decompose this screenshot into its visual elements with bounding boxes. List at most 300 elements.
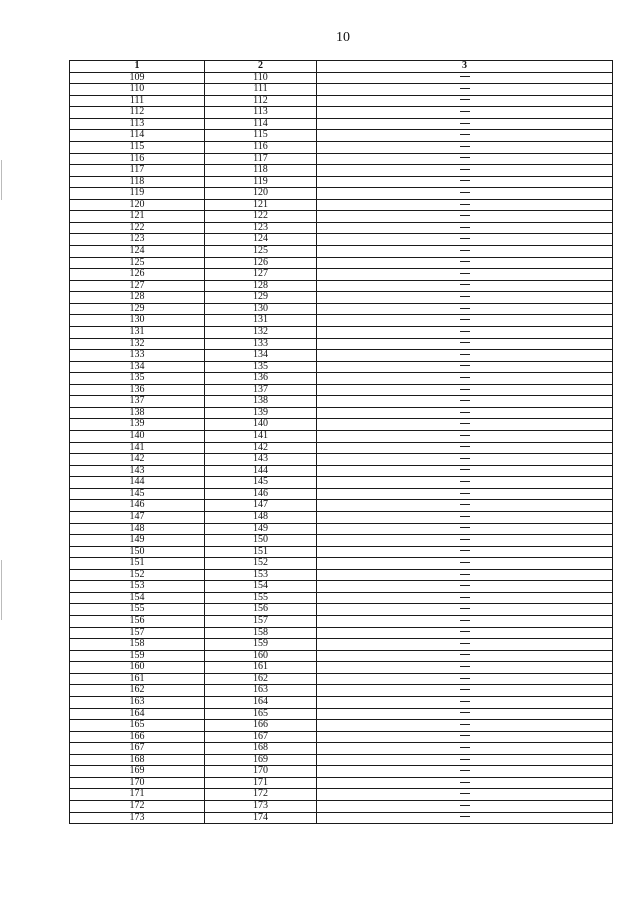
table-cell-col-2: 148 (205, 511, 317, 523)
table-row (70, 338, 613, 350)
dash-mark (460, 227, 470, 228)
table-cell-col-2: 149 (205, 523, 317, 535)
table-cell-col-1: 171 (70, 789, 205, 801)
table-cell-col-2: 146 (205, 488, 317, 500)
table-cell-col-3 (317, 592, 613, 604)
table-cell-col-1: 157 (70, 627, 205, 639)
dash-mark (460, 446, 470, 447)
table-cell-col-2: 125 (205, 246, 317, 258)
table-cell-col-1: 137 (70, 396, 205, 408)
table-cell-col-3 (317, 431, 613, 443)
dash-mark (460, 574, 470, 575)
table-cell-col-2: 122 (205, 211, 317, 223)
table-row (70, 696, 613, 708)
table-cell-col-3 (317, 465, 613, 477)
table-cell-col-3 (317, 107, 613, 119)
table-cell-col-2: 145 (205, 477, 317, 489)
dash-mark (460, 88, 470, 89)
table-row (70, 141, 613, 153)
dash-mark (460, 597, 470, 598)
table-row (70, 511, 613, 523)
table-row (70, 72, 613, 84)
table-cell-col-3 (317, 211, 613, 223)
table-row (70, 708, 613, 720)
dash-mark (460, 585, 470, 586)
dash-mark (460, 735, 470, 736)
table-cell-col-3 (317, 257, 613, 269)
table-row (70, 118, 613, 130)
table-row (70, 650, 613, 662)
table-cell-col-3 (317, 627, 613, 639)
table-row (70, 465, 613, 477)
dash-mark (460, 400, 470, 401)
dash-mark (460, 620, 470, 621)
dash-mark (460, 261, 470, 262)
table-cell-col-3 (317, 488, 613, 500)
table-row (70, 627, 613, 639)
table-cell-col-1: 127 (70, 280, 205, 292)
table-cell-col-3 (317, 766, 613, 778)
dash-mark (460, 643, 470, 644)
table-cell-col-2: 158 (205, 627, 317, 639)
dash-mark (460, 331, 470, 332)
table-cell-col-2: 150 (205, 535, 317, 547)
table-cell-col-2: 123 (205, 222, 317, 234)
table-row (70, 766, 613, 778)
dash-mark (460, 666, 470, 667)
table-cell-col-2: 162 (205, 673, 317, 685)
table-cell-col-1: 115 (70, 141, 205, 153)
table-cell-col-3 (317, 546, 613, 558)
table-cell-col-1: 152 (70, 569, 205, 581)
document-table-container (69, 60, 613, 824)
table-row (70, 616, 613, 628)
table-cell-col-1: 168 (70, 754, 205, 766)
table-cell-col-1: 166 (70, 731, 205, 743)
table-cell-col-1: 113 (70, 118, 205, 130)
table-cell-col-3 (317, 315, 613, 327)
dash-mark (460, 123, 470, 124)
column-header-1: 1 (70, 61, 205, 73)
table-body (70, 72, 613, 824)
table-cell-col-3 (317, 84, 613, 96)
dash-mark (460, 527, 470, 528)
table-row (70, 292, 613, 304)
dash-mark (460, 550, 470, 551)
table-cell-col-1: 135 (70, 373, 205, 385)
table-cell-col-1: 114 (70, 130, 205, 142)
table-cell-col-3 (317, 812, 613, 824)
table-cell-col-3 (317, 141, 613, 153)
table-cell-col-1: 159 (70, 650, 205, 662)
dash-mark (460, 747, 470, 748)
dash-mark (460, 805, 470, 806)
table-cell-col-3 (317, 500, 613, 512)
table-cell-col-3 (317, 777, 613, 789)
table-cell-col-1: 162 (70, 685, 205, 697)
table-cell-col-2: 136 (205, 373, 317, 385)
dash-mark (460, 423, 470, 424)
table-cell-col-2: 137 (205, 384, 317, 396)
table-cell-col-3 (317, 384, 613, 396)
table-cell-col-2: 166 (205, 720, 317, 732)
table-cell-col-3 (317, 326, 613, 338)
table-cell-col-2: 157 (205, 616, 317, 628)
table-cell-col-3 (317, 222, 613, 234)
table-cell-col-3 (317, 442, 613, 454)
table-row (70, 592, 613, 604)
table-cell-col-3 (317, 801, 613, 813)
table-cell-col-1: 167 (70, 743, 205, 755)
table-cell-col-2: 161 (205, 662, 317, 674)
table-cell-col-2: 113 (205, 107, 317, 119)
table-cell-col-1: 119 (70, 188, 205, 200)
table-cell-col-2: 128 (205, 280, 317, 292)
dash-mark (460, 412, 470, 413)
table-row (70, 165, 613, 177)
table-cell-col-3 (317, 454, 613, 466)
dash-mark (460, 377, 470, 378)
table-cell-col-2: 142 (205, 442, 317, 454)
table-row (70, 199, 613, 211)
table-row (70, 569, 613, 581)
table-cell-col-2: 131 (205, 315, 317, 327)
dash-mark (460, 678, 470, 679)
table-cell-col-1: 136 (70, 384, 205, 396)
table-cell-col-1: 161 (70, 673, 205, 685)
table-cell-col-1: 146 (70, 500, 205, 512)
table-cell-col-2: 112 (205, 95, 317, 107)
table-cell-col-1: 151 (70, 558, 205, 570)
table-cell-col-1: 118 (70, 176, 205, 188)
table-cell-col-2: 141 (205, 431, 317, 443)
table-row (70, 488, 613, 500)
scan-edge-mark (1, 160, 2, 200)
table-cell-col-3 (317, 165, 613, 177)
table-cell-col-1: 141 (70, 442, 205, 454)
table-row (70, 500, 613, 512)
table-cell-col-1: 120 (70, 199, 205, 211)
table-cell-col-1: 112 (70, 107, 205, 119)
table-row (70, 731, 613, 743)
table-row (70, 407, 613, 419)
table-row (70, 754, 613, 766)
table-cell-col-2: 152 (205, 558, 317, 570)
page-number: 10 (336, 30, 350, 45)
table-cell-col-2: 170 (205, 766, 317, 778)
table-cell-col-3 (317, 95, 613, 107)
table-cell-col-1: 134 (70, 361, 205, 373)
table-cell-col-1: 150 (70, 546, 205, 558)
table-cell-col-3 (317, 650, 613, 662)
dash-mark (460, 689, 470, 690)
table-cell-col-3 (317, 477, 613, 489)
table-cell-col-1: 121 (70, 211, 205, 223)
table-row (70, 315, 613, 327)
table-cell-col-1: 130 (70, 315, 205, 327)
dash-mark (460, 793, 470, 794)
table-cell-col-2: 154 (205, 581, 317, 593)
dash-mark (460, 146, 470, 147)
table-cell-col-2: 139 (205, 407, 317, 419)
dash-mark (460, 111, 470, 112)
dash-mark (460, 562, 470, 563)
table-cell-col-3 (317, 511, 613, 523)
table-cell-col-2: 163 (205, 685, 317, 697)
dash-mark (460, 192, 470, 193)
table-cell-col-1: 122 (70, 222, 205, 234)
dash-mark (460, 458, 470, 459)
table-cell-col-3 (317, 731, 613, 743)
table-row (70, 396, 613, 408)
table-cell-col-3 (317, 361, 613, 373)
dash-mark (460, 724, 470, 725)
table-cell-col-1: 155 (70, 604, 205, 616)
table-cell-col-1: 149 (70, 535, 205, 547)
table-cell-col-1: 156 (70, 616, 205, 628)
table-cell-col-3 (317, 396, 613, 408)
table-cell-col-2: 168 (205, 743, 317, 755)
table-cell-col-3 (317, 153, 613, 165)
table-cell-col-2: 167 (205, 731, 317, 743)
table-row (70, 812, 613, 824)
document-table (69, 60, 613, 824)
table-cell-col-3 (317, 639, 613, 651)
table-cell-col-3 (317, 407, 613, 419)
table-cell-col-1: 147 (70, 511, 205, 523)
table-row (70, 234, 613, 246)
table-cell-col-1: 165 (70, 720, 205, 732)
table-row (70, 384, 613, 396)
table-cell-col-3 (317, 234, 613, 246)
table-cell-col-1: 142 (70, 454, 205, 466)
dash-mark (460, 308, 470, 309)
dash-mark (460, 759, 470, 760)
dash-mark (460, 273, 470, 274)
table-row (70, 107, 613, 119)
table-row (70, 546, 613, 558)
table-cell-col-1: 145 (70, 488, 205, 500)
table-header-row (70, 61, 613, 73)
table-cell-col-3 (317, 269, 613, 281)
table-row (70, 662, 613, 674)
table-row (70, 326, 613, 338)
table-cell-col-1: 153 (70, 581, 205, 593)
table-cell-col-2: 143 (205, 454, 317, 466)
table-row (70, 153, 613, 165)
table-cell-col-3 (317, 616, 613, 628)
table-cell-col-2: 118 (205, 165, 317, 177)
table-cell-col-3 (317, 685, 613, 697)
table-row (70, 303, 613, 315)
table-cell-col-1: 138 (70, 407, 205, 419)
dash-mark (460, 157, 470, 158)
table-cell-col-2: 126 (205, 257, 317, 269)
table-cell-col-1: 144 (70, 477, 205, 489)
table-cell-col-3 (317, 72, 613, 84)
table-cell-col-2: 172 (205, 789, 317, 801)
table-cell-col-3 (317, 176, 613, 188)
table-cell-col-2: 140 (205, 419, 317, 431)
dash-mark (460, 365, 470, 366)
table-cell-col-2: 171 (205, 777, 317, 789)
dash-mark (460, 284, 470, 285)
table-cell-col-2: 130 (205, 303, 317, 315)
table-cell-col-3 (317, 246, 613, 258)
table-cell-col-2: 115 (205, 130, 317, 142)
table-cell-col-2: 173 (205, 801, 317, 813)
table-cell-col-1: 172 (70, 801, 205, 813)
table-cell-col-1: 111 (70, 95, 205, 107)
table-cell-col-3 (317, 523, 613, 535)
table-row (70, 801, 613, 813)
dash-mark (460, 493, 470, 494)
table-cell-col-2: 134 (205, 350, 317, 362)
table-cell-col-3 (317, 188, 613, 200)
table-cell-col-2: 132 (205, 326, 317, 338)
dash-mark (460, 354, 470, 355)
table-cell-col-3 (317, 350, 613, 362)
table-cell-col-2: 159 (205, 639, 317, 651)
table-cell-col-3 (317, 569, 613, 581)
table-cell-col-2: 153 (205, 569, 317, 581)
table-cell-col-1: 125 (70, 257, 205, 269)
table-cell-col-3 (317, 708, 613, 720)
table-row (70, 743, 613, 755)
table-row (70, 777, 613, 789)
table-cell-col-3 (317, 696, 613, 708)
table-cell-col-3 (317, 419, 613, 431)
dash-mark (460, 504, 470, 505)
column-header-3: 3 (317, 61, 613, 73)
table-row (70, 454, 613, 466)
table-cell-col-1: 139 (70, 419, 205, 431)
table-cell-col-2: 144 (205, 465, 317, 477)
dash-mark (460, 701, 470, 702)
column-header-2: 2 (205, 61, 317, 73)
table-cell-col-2: 138 (205, 396, 317, 408)
table-cell-col-2: 121 (205, 199, 317, 211)
table-row (70, 789, 613, 801)
table-cell-col-1: 131 (70, 326, 205, 338)
table-row (70, 130, 613, 142)
dash-mark (460, 180, 470, 181)
table-row (70, 188, 613, 200)
table-cell-col-3 (317, 673, 613, 685)
table-cell-col-3 (317, 303, 613, 315)
table-cell-col-1: 126 (70, 269, 205, 281)
table-row (70, 685, 613, 697)
table-row (70, 604, 613, 616)
dash-mark (460, 204, 470, 205)
table-cell-col-1: 128 (70, 292, 205, 304)
table-cell-col-2: 147 (205, 500, 317, 512)
table-row (70, 269, 613, 281)
table-row (70, 176, 613, 188)
dash-mark (460, 770, 470, 771)
table-cell-col-3 (317, 373, 613, 385)
table-row (70, 280, 613, 292)
table-cell-col-1: 129 (70, 303, 205, 315)
table-cell-col-1: 109 (70, 72, 205, 84)
table-cell-col-2: 164 (205, 696, 317, 708)
table-cell-col-1: 173 (70, 812, 205, 824)
table-row (70, 222, 613, 234)
dash-mark (460, 608, 470, 609)
table-row (70, 211, 613, 223)
table-cell-col-2: 119 (205, 176, 317, 188)
dash-mark (460, 250, 470, 251)
table-row (70, 477, 613, 489)
table-row (70, 246, 613, 258)
dash-mark (460, 134, 470, 135)
table-cell-col-3 (317, 292, 613, 304)
table-cell-col-1: 117 (70, 165, 205, 177)
dash-mark (460, 435, 470, 436)
dash-mark (460, 631, 470, 632)
table-cell-col-2: 174 (205, 812, 317, 824)
table-cell-col-1: 148 (70, 523, 205, 535)
table-cell-col-1: 140 (70, 431, 205, 443)
dash-mark (460, 782, 470, 783)
table-cell-col-2: 169 (205, 754, 317, 766)
table-cell-col-1: 123 (70, 234, 205, 246)
table-cell-col-2: 129 (205, 292, 317, 304)
table-cell-col-2: 120 (205, 188, 317, 200)
dash-mark (460, 215, 470, 216)
dash-mark (460, 712, 470, 713)
table-row (70, 419, 613, 431)
dash-mark (460, 654, 470, 655)
table-cell-col-1: 116 (70, 153, 205, 165)
dash-mark (460, 296, 470, 297)
table-row (70, 84, 613, 96)
table-row (70, 639, 613, 651)
table-cell-col-1: 163 (70, 696, 205, 708)
table-cell-col-2: 165 (205, 708, 317, 720)
table-cell-col-3 (317, 754, 613, 766)
table-cell-col-1: 170 (70, 777, 205, 789)
table-cell-col-2: 124 (205, 234, 317, 246)
table-cell-col-3 (317, 789, 613, 801)
table-cell-col-1: 160 (70, 662, 205, 674)
table-cell-col-2: 116 (205, 141, 317, 153)
dash-mark (460, 319, 470, 320)
table-cell-col-1: 132 (70, 338, 205, 350)
table-cell-col-3 (317, 720, 613, 732)
dash-mark (460, 481, 470, 482)
table-row (70, 431, 613, 443)
table-row (70, 535, 613, 547)
table-cell-col-1: 143 (70, 465, 205, 477)
table-cell-col-3 (317, 743, 613, 755)
table-cell-col-3 (317, 199, 613, 211)
table-cell-col-2: 151 (205, 546, 317, 558)
dash-mark (460, 169, 470, 170)
table-cell-col-3 (317, 604, 613, 616)
dash-mark (460, 389, 470, 390)
table-cell-col-2: 155 (205, 592, 317, 604)
dash-mark (460, 238, 470, 239)
table-cell-col-1: 154 (70, 592, 205, 604)
table-cell-col-1: 133 (70, 350, 205, 362)
table-cell-col-2: 156 (205, 604, 317, 616)
table-cell-col-1: 124 (70, 246, 205, 258)
table-row (70, 361, 613, 373)
dash-mark (460, 539, 470, 540)
table-row (70, 257, 613, 269)
table-cell-col-3 (317, 338, 613, 350)
